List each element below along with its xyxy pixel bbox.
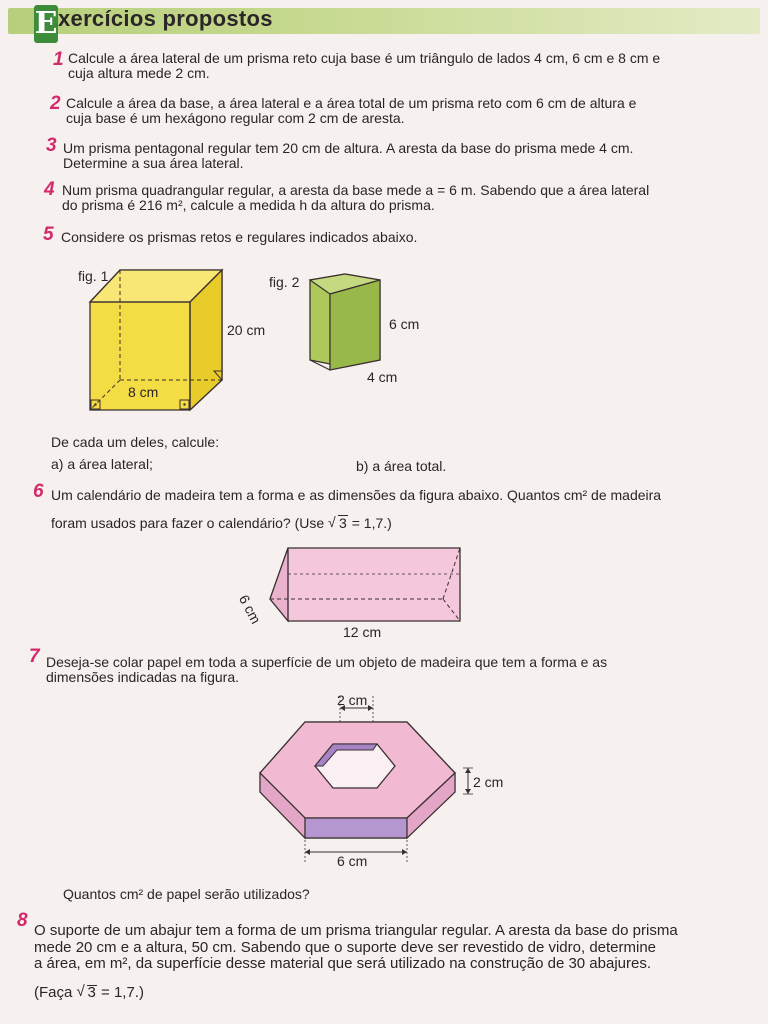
question-text: Calcule a área da base, a área lateral e a área total de um prisma reto com 6 cm de altura e cuja base é um hexágono regular com 2 cm de aresta. <box>66 95 637 126</box>
fig2-triangular-prism <box>300 270 390 380</box>
question-number: 6 <box>33 481 44 502</box>
calendar-length-label: 12 cm <box>343 624 382 640</box>
question-text: Um calendário de madeira tem a forma e as dimensões da figura abaixo. Quantos cm² de madeira <box>51 487 662 503</box>
question-text: Considere os prismas retos e regulares indicados abaixo. <box>61 229 418 245</box>
calendar-prism-figure <box>260 544 470 624</box>
question-text-line4: (Faça √ 3 = 1,7.) <box>34 984 144 1001</box>
question-number: 4 <box>44 179 55 200</box>
ring-right-label: 2 cm <box>473 774 504 790</box>
section-title: xercícios propostos <box>58 6 273 31</box>
section-badge: E <box>34 6 58 41</box>
fig1-base-label: 8 cm <box>128 384 159 400</box>
fig2-label: fig. 2 <box>269 274 300 290</box>
question-number: 1 <box>53 49 64 70</box>
question-text: Calcule a área lateral de um prisma reto cuja base é um triângulo de lados 4 cm, 6 cm e 8 cm e cuja altura mede 2 cm. <box>68 50 661 81</box>
item-b: b) a área total. <box>356 458 447 474</box>
item-a: a) a área lateral; <box>51 456 153 472</box>
ring-top-label: 2 cm <box>337 692 368 708</box>
question-number: 2 <box>50 93 61 114</box>
sqrt-symbol: √ 3 <box>77 984 97 1001</box>
ring-bottom-label: 6 cm <box>337 853 368 869</box>
hexagonal-ring-figure <box>255 688 505 868</box>
question-number: 7 <box>29 646 40 667</box>
calendar-side-label: 6 cm <box>235 592 265 627</box>
question-number: 8 <box>17 910 28 931</box>
question-text: Deseja-se colar papel em toda a superfície de um objeto de madeira que tem a forma e as dimensões indicadas na figura. <box>46 654 608 685</box>
fig1-square-prism <box>80 265 240 415</box>
question-text-line2: foram usados para fazer o calendário? (Use √ 3 = 1,7.) <box>51 515 392 531</box>
question-7-ask: Quantos cm² de papel serão utilizados? <box>63 886 310 902</box>
fig1-height-label: 20 cm <box>227 322 266 338</box>
question-number: 3 <box>46 135 57 156</box>
fig2-height-label: 6 cm <box>389 316 420 332</box>
question-text: Num prisma quadrangular regular, a aresta da base mede a = 6 m. Sabendo que a área lateral do prisma é 216 m², calcule a medida h da altura do prisma. <box>62 182 650 213</box>
question-number: 5 <box>43 224 54 245</box>
sqrt-symbol: √ 3 <box>328 515 348 531</box>
question-text: Um prisma pentagonal regular tem 20 cm de altura. A aresta da base do prisma mede 4 cm. Determine a sua área lateral. <box>63 140 634 171</box>
fig1-label: fig. 1 <box>78 268 109 284</box>
fig5-prompt: De cada um deles, calcule: <box>51 434 220 450</box>
question-text: O suporte de um abajur tem a forma de um prisma triangular regular. A aresta da base do prisma mede 20 cm e a altura, 50 cm. Sabendo que o suporte deve ser revestido de vidro, determine a área, em m², da superfície desse material que será utilizado na construção de 30 abajures. <box>34 922 678 972</box>
fig2-base-label: 4 cm <box>367 369 398 385</box>
